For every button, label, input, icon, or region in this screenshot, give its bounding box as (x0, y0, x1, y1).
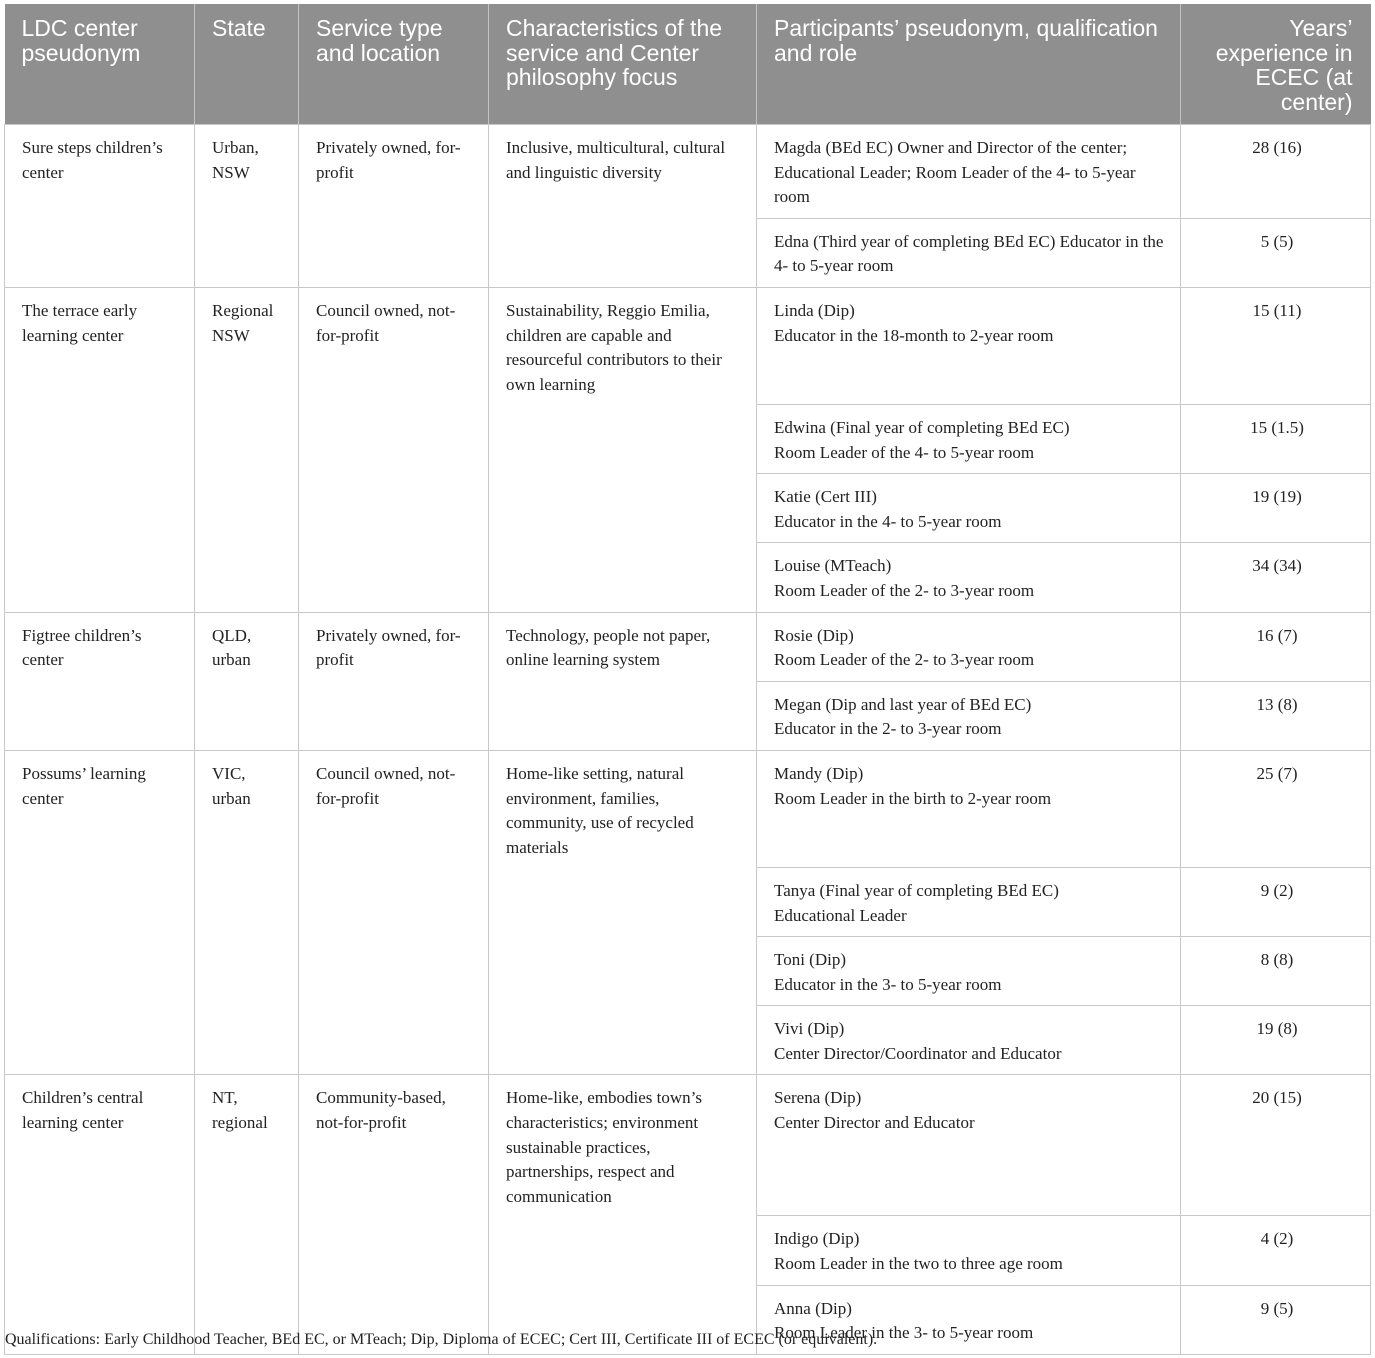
participant (757, 681, 1181, 750)
participant-name: Edwina (Final year of completing BEd EC) (774, 417, 1070, 437)
center-state: NT, regional (195, 1075, 299, 1354)
participant-role: Room Leader in the 3- to 5-year room (774, 1323, 1034, 1343)
participant (757, 612, 1181, 681)
participant-years: 19 (19) (1181, 474, 1371, 543)
participant-years: 19 (8) (1181, 1006, 1371, 1075)
header-center: LDC center pseudonym (5, 4, 195, 125)
participant-years: 13 (8) (1181, 681, 1371, 750)
header-state: State (195, 4, 299, 125)
participant (757, 1216, 1181, 1285)
participant-years: 34 (34) (1181, 543, 1371, 612)
participant (757, 404, 1181, 473)
participant-name: Indigo (Dip) (774, 1229, 860, 1249)
participant-years: 9 (2) (1181, 867, 1371, 936)
participant (757, 125, 1181, 219)
center-name: Figtree children’s center (5, 612, 195, 750)
participant-role: Center Director and Educator (774, 1113, 975, 1133)
table-row (5, 612, 1371, 681)
participant (757, 287, 1181, 404)
center-philosophy: Technology, people not paper, online learning system (489, 612, 757, 750)
participant-years: 4 (2) (1181, 1216, 1371, 1285)
participant-years: 20 (15) (1181, 1075, 1371, 1216)
center-service: Privately owned, for-profit (299, 612, 489, 750)
participant (757, 1006, 1181, 1075)
center-philosophy: Home-like, embodies town’s characteristics; environment sustainable practices, partnerships, respect and communication (489, 1075, 757, 1354)
participant-name: Serena (Dip) (774, 1088, 862, 1108)
participant-name: Katie (Cert III) (774, 487, 877, 507)
participant-years: 15 (11) (1181, 287, 1371, 404)
participant-name: Rosie (Dip) (774, 625, 854, 645)
participant (757, 867, 1181, 936)
header-years: Years’ experience in ECEC (at center) (1181, 4, 1371, 125)
participant-role: Educator in the 18-month to 2-year room (774, 325, 1054, 345)
table-footnote: Qualifications: Early Childhood Teacher, BEd EC, or MTeach; Dip, Diploma of ECEC; Cert III, Certificate III of ECEC (or equivalent). (5, 1331, 878, 1348)
participant (757, 937, 1181, 1006)
participant-role: Center Director/Coordinator and Educator (774, 1043, 1062, 1063)
center-service: Privately owned, for-profit (299, 125, 489, 288)
participant-name: Louise (MTeach) (774, 556, 892, 576)
participant-years: 15 (1.5) (1181, 404, 1371, 473)
center-philosophy: Home-like setting, natural environment, families, community, use of recycled materials (489, 750, 757, 1075)
center-name: Possums’ learning center (5, 750, 195, 1075)
participant-name: Toni (Dip) (774, 950, 846, 970)
participant-role: Educator in the 2- to 3-year room (774, 719, 1002, 739)
participant-years: 9 (5) (1181, 1285, 1371, 1354)
header-row (5, 4, 1371, 125)
participant (757, 474, 1181, 543)
participant-role: Room Leader of the 4- to 5-year room (774, 442, 1035, 462)
center-state: Urban, NSW (195, 125, 299, 288)
participant-role: Room Leader of the 2- to 3-year room (774, 580, 1035, 600)
participant-name: Linda (Dip) (774, 300, 855, 320)
participant-role: Room Leader in the two to three age room (774, 1254, 1063, 1274)
participant-role: Educator in the 4- to 5-year room (774, 511, 1002, 531)
participant-role: Room Leader in the birth to 2-year room (774, 788, 1052, 808)
participant-years: 25 (7) (1181, 750, 1371, 867)
center-philosophy: Inclusive, multicultural, cultural and linguistic diversity (489, 125, 757, 288)
center-state: VIC, urban (195, 750, 299, 1075)
center-state: QLD, urban (195, 612, 299, 750)
header-philosophy: Characteristics of the service and Center philosophy focus (489, 4, 757, 125)
participant (757, 218, 1181, 287)
table-row (5, 750, 1371, 867)
center-state: Regional NSW (195, 287, 299, 612)
participant-name: Anna (Dip) (774, 1298, 852, 1318)
center-service: Council owned, not-for-profit (299, 287, 489, 612)
center-name: Sure steps children’s center (5, 125, 195, 288)
header-service: Service type and location (299, 4, 489, 125)
participant-years: 5 (5) (1181, 218, 1371, 287)
table-row (5, 125, 1371, 219)
header-participants: Participants’ pseudonym, qualification and role (757, 4, 1181, 125)
center-philosophy: Sustainability, Reggio Emilia, children are capable and resourceful contributors to their own learning (489, 287, 757, 612)
participants-table (4, 4, 1371, 1355)
participant-name: Tanya (Final year of completing BEd EC) (774, 880, 1059, 900)
participant-role: Educational Leader (774, 905, 907, 925)
participant-years: 28 (16) (1181, 125, 1371, 219)
center-name: Children’s central learning center (5, 1075, 195, 1354)
participant (757, 750, 1181, 867)
participant (757, 543, 1181, 612)
participant-role: Room Leader of the 2- to 3-year room (774, 650, 1035, 670)
center-service: Council owned, not-for-profit (299, 750, 489, 1075)
center-name: The terrace early learning center (5, 287, 195, 612)
table-row (5, 287, 1371, 404)
participant-name: Vivi (Dip) (774, 1019, 845, 1039)
participant-years: 16 (7) (1181, 612, 1371, 681)
table-row (5, 1075, 1371, 1216)
participant-name: Magda (BEd EC) Owner and Director of the center; Educational Leader; Room Leader of the 4- to 5-year room (774, 138, 1136, 207)
participant-name: Megan (Dip and last year of BEd EC) (774, 694, 1032, 714)
participant-name: Edna (Third year of completing BEd EC) Educator in the 4- to 5-year room (774, 231, 1164, 276)
participant-name: Mandy (Dip) (774, 763, 864, 783)
center-service: Community-based, not-for-profit (299, 1075, 489, 1354)
participant-years: 8 (8) (1181, 937, 1371, 1006)
participant-role: Educator in the 3- to 5-year room (774, 974, 1002, 994)
participant (757, 1075, 1181, 1216)
